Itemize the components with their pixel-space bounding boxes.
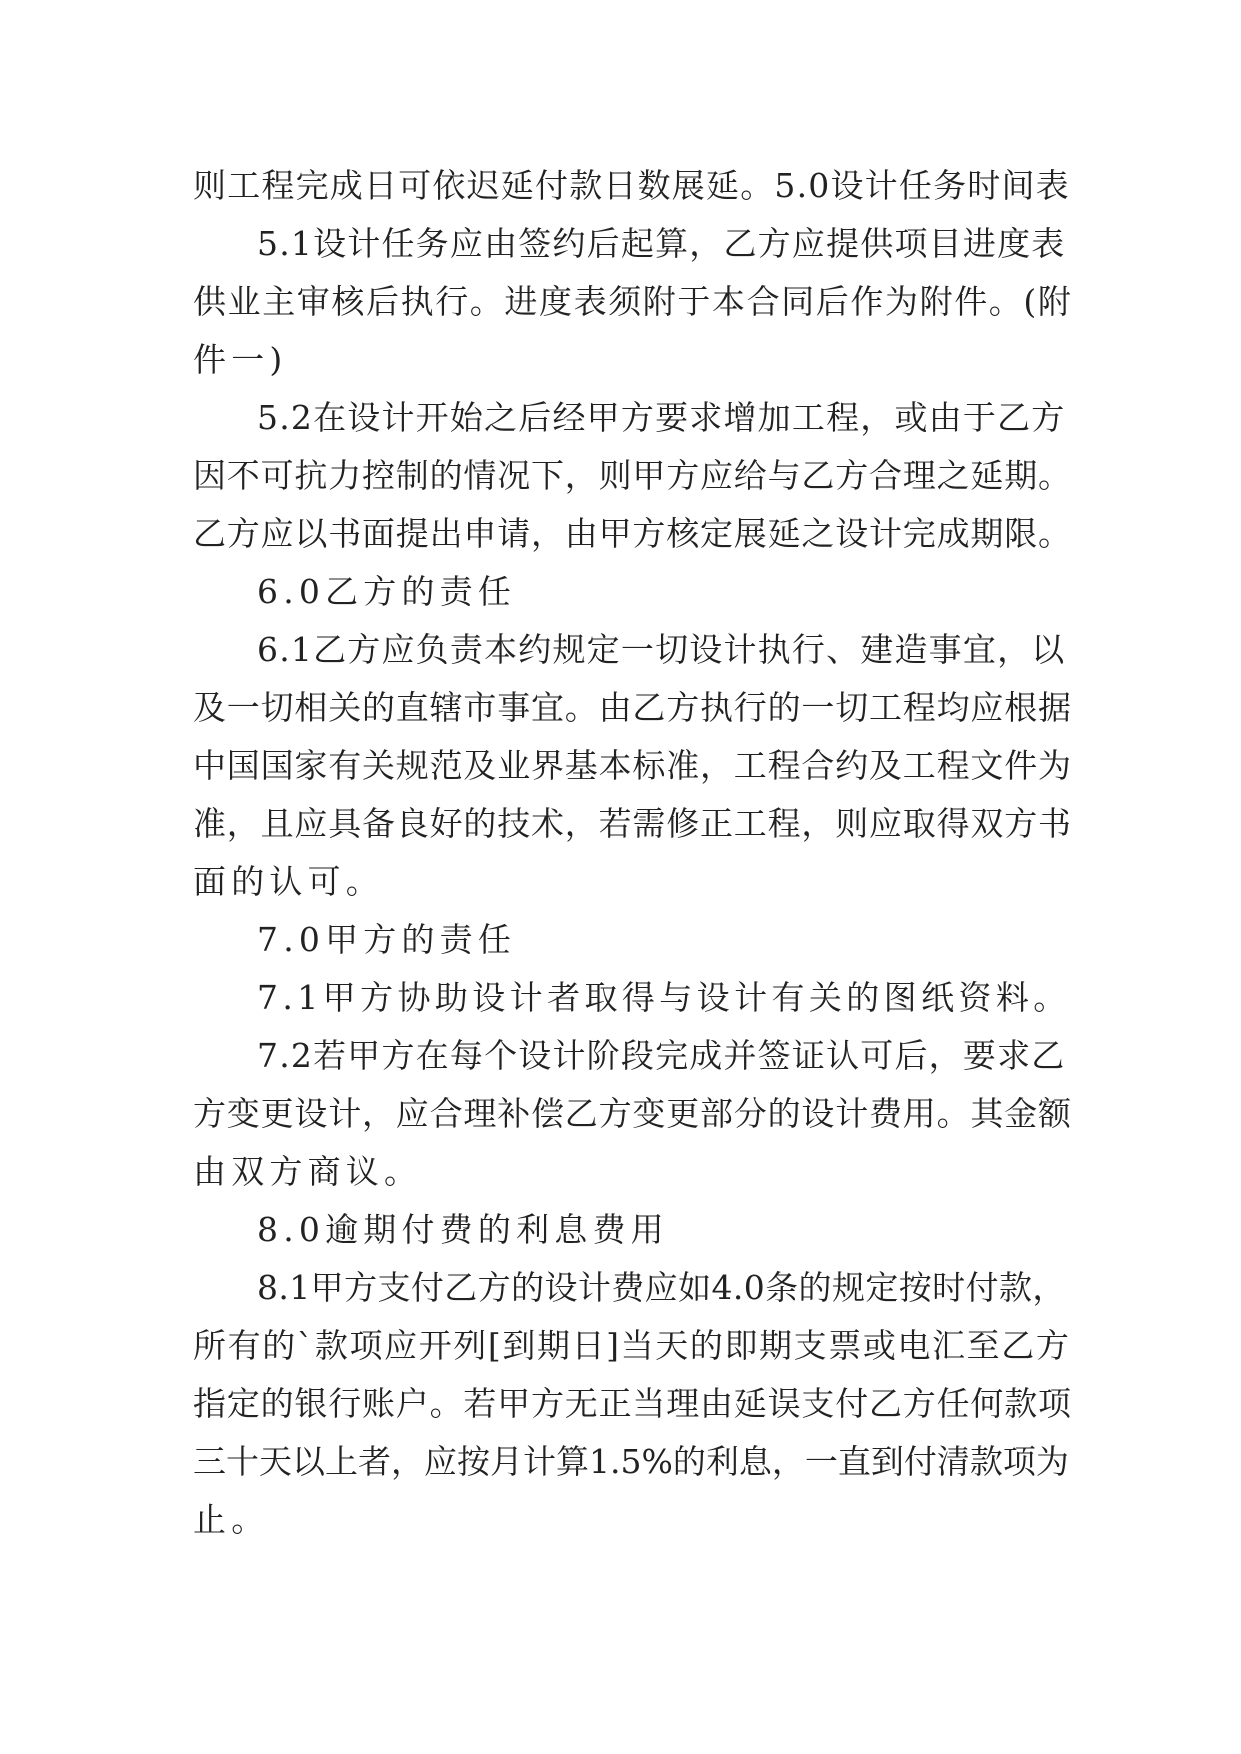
text-line: 方变更设计，应合理补偿乙方变更部分的设计费用。其金额 [193, 1094, 1072, 1133]
text-line: 8.1甲方支付乙方的设计费应如4.0条的规定按时付款， [257, 1268, 1066, 1307]
section-heading: 6.0乙方的责任 [257, 572, 517, 611]
text-line: 则工程完成日可依迟延付款日数展延。5.0设计任务时间表 [193, 166, 1070, 205]
text-line: 面的认可。 [193, 862, 384, 901]
text-line: 5.1设计任务应由签约后起算，乙方应提供项目进度表 [257, 224, 1066, 263]
text-line: 准，且应具备良好的技术，若需修正工程，则应取得双方书 [193, 804, 1072, 843]
text-line: 中国国家有关规范及业界基本标准，工程合约及工程文件为 [193, 746, 1072, 785]
text-line: 止。 [193, 1500, 270, 1539]
text-line: 指定的银行账户。若甲方无正当理由延误支付乙方任何款项 [193, 1384, 1072, 1423]
text-line: 乙方应以书面提出申请，由甲方核定展延之设计完成期限。 [193, 514, 1072, 553]
text-line: 6.1乙方应负责本约规定一切设计执行、建造事宜，以 [257, 630, 1066, 669]
text-line: 由双方商议。 [193, 1152, 423, 1191]
text-line: 三十天以上者，应按月计算1.5%的利息，一直到付清款项为 [193, 1442, 1069, 1481]
text-line: 所有的`款项应开列[到期日]当天的即期支票或电汇至乙方 [193, 1326, 1071, 1365]
text-line: 5.2在设计开始之后经甲方要求增加工程，或由于乙方 [257, 398, 1066, 437]
text-line: 7.1甲方协助设计者取得与设计有关的图纸资料。 [257, 978, 1071, 1017]
text-line: 件一) [193, 340, 288, 379]
text-line: 因不可抗力控制的情况下，则甲方应给与乙方合理之延期。 [193, 456, 1072, 495]
text-line: 供业主审核后执行。进度表须附于本合同后作为附件。(附 [193, 282, 1073, 321]
section-heading: 7.0甲方的责任 [257, 920, 517, 959]
section-heading: 8.0逾期付费的利息费用 [257, 1210, 669, 1249]
text-line: 7.2若甲方在每个设计阶段完成并签证认可后，要求乙 [257, 1036, 1066, 1075]
text-line: 及一切相关的直辖市事宜。由乙方执行的一切工程均应根据 [193, 688, 1072, 727]
